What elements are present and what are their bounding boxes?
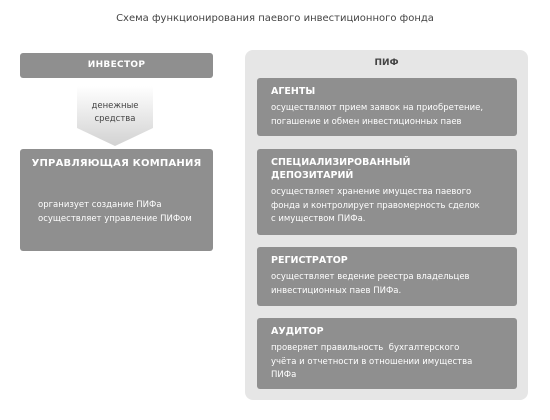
agents-description-line: осуществляют прием заявок на приобретение,	[271, 103, 484, 113]
registrar-title: РЕГИСТРАТОР	[271, 255, 348, 266]
agents-title: АГЕНТЫ	[271, 86, 316, 97]
management-company-title: УПРАВЛЯЮЩАЯ КОМПАНИЯ	[31, 158, 202, 169]
depositary-title-line: СПЕЦИАЛИЗИРОВАННЫЙ	[271, 157, 411, 168]
auditor-card	[257, 318, 517, 389]
agents-description	[271, 102, 503, 129]
agents-description-line: погашение и обмен инвестиционных паев	[271, 116, 462, 127]
pif-panel	[245, 50, 528, 400]
management-company-line: осуществляет управление ПИФом	[38, 214, 192, 224]
registrar-description-line: инвестиционных паев ПИФа.	[271, 285, 402, 296]
depositary-description-line: осуществляет хранение имущества паевого	[271, 187, 472, 197]
arrow-label-line: средства	[94, 114, 136, 124]
depositary-title-line: ДЕПОЗИТАРИЙ	[271, 170, 354, 181]
depositary-card	[257, 149, 517, 235]
diagram-title: Схема функционирования паевого инвестиционного фонда	[116, 13, 434, 24]
agents-card	[257, 78, 517, 136]
registrar-description-line: осуществляет ведение реестра владельцев	[271, 272, 470, 282]
registrar-card	[257, 247, 517, 306]
auditor-description-line: проверяет правильность бухгалтерского	[271, 343, 460, 353]
pif-title: ПИФ	[374, 58, 399, 68]
depositary-title	[271, 156, 503, 182]
arrow-label	[77, 100, 153, 126]
auditor-description-line: учёта и отчетности в отношении имущества	[271, 356, 473, 367]
investor-box: ИНВЕСТОР	[20, 53, 213, 78]
auditor-description-line: ПИФа	[271, 370, 297, 380]
auditor-description	[271, 342, 503, 383]
auditor-title: АУДИТОР	[271, 326, 324, 337]
arrow-label-line: денежные	[91, 101, 139, 111]
depositary-description	[271, 186, 503, 227]
management-company-box	[20, 149, 213, 251]
depositary-description-line: фонда и контролирует правомерность сделок	[271, 200, 480, 211]
management-company-line: организует создание ПИФа	[38, 200, 162, 210]
registrar-description	[271, 271, 503, 298]
depositary-description-line: с имуществом ПИФа.	[271, 214, 366, 224]
